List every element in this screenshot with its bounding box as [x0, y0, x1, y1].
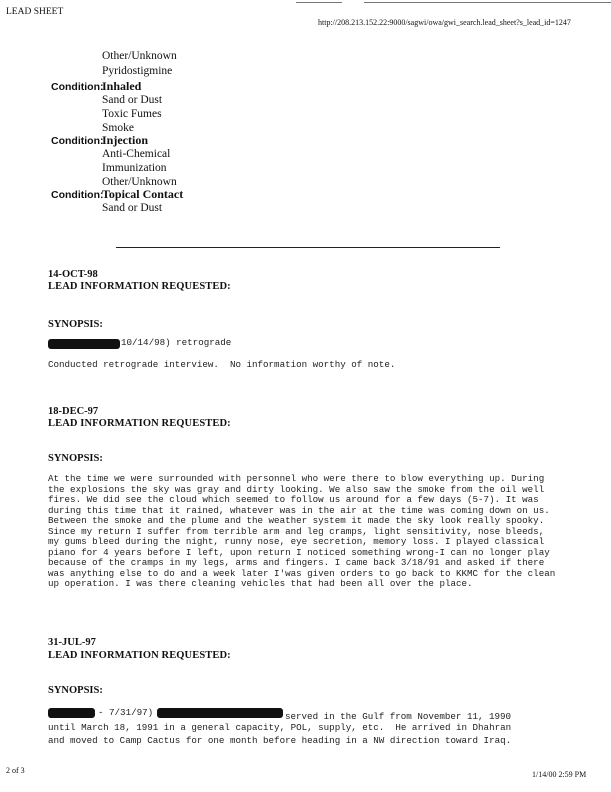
condition-item: Pyridostigmine [102, 65, 173, 77]
entry-date: 31-JUL-97 [48, 637, 96, 648]
page-number: 2 of 3 [6, 766, 25, 775]
top-rule [296, 2, 611, 3]
lead-info-label: LEAD INFORMATION REQUESTED: [48, 650, 231, 661]
redaction-bar [48, 339, 120, 349]
condition-value: Topical Contact [102, 187, 184, 201]
condition-item: Immunization [102, 162, 167, 174]
synopsis-ref-line: served in the Gulf from November 11, 1990 [285, 711, 512, 722]
synopsis-text: Conducted retrograde interview. No information worthy of note. [48, 359, 396, 370]
synopsis-text-line: and moved to Camp Cactus for one month before heading in a NW direction toward Iraq. [48, 735, 512, 746]
condition-label: Condition: [51, 189, 104, 201]
entry-date: 18-DEC-97 [48, 406, 99, 417]
synopsis-label: SYNOPSIS: [48, 453, 103, 464]
redaction-bar [157, 708, 283, 718]
print-timestamp: 1/14/00 2:59 PM [532, 770, 587, 779]
condition-label: Condition: [51, 81, 104, 93]
synopsis-label: SYNOPSIS: [48, 685, 103, 696]
section-divider [116, 247, 500, 248]
page-header-url: http://208.213.152.22:9000/sagwi/owa/gwi_search.lead_sheet?s_lead_id=1247 [318, 18, 571, 27]
page-header-title: LEAD SHEET [6, 7, 64, 17]
redaction-bar [48, 708, 95, 718]
lead-info-label: LEAD INFORMATION REQUESTED: [48, 418, 231, 429]
synopsis-label: SYNOPSIS: [48, 319, 103, 330]
synopsis-text-line: until March 18, 1991 in a general capacity, POL, supply, etc. He arrived in Dhahran [48, 722, 512, 733]
condition-item: Anti-Chemical [102, 148, 171, 160]
entry-date: 14-OCT-98 [48, 269, 98, 280]
condition-item: Smoke [102, 122, 134, 134]
condition-item: Sand or Dust [102, 94, 163, 106]
synopsis-ref-line: 10/14/98) retrograde [121, 337, 232, 348]
synopsis-ref-line: - 7/31/97) [98, 707, 154, 718]
synopsis-text: At the time we were surrounded with personnel who were there to blow everything up. During the explosions the sky was gray and dirty looking. We also saw the smoke from the oil well fires. We did see the cloud which seemed to follow us around for a few days (5-7). It was during this time that it rained, whatever was in the air at the time was coming down on us. Between the smoke and the plume and the weather system it made the sky look really spooky. Since my return I suffer from terrible arm and leg cramps, light sensitivity, nose bleeds, my gums bleed during the night, runny nose, eye secretion, memory loss. I played classical piano for 4 years before I left, upon return I noticed something wrong-I can no longer play because of the cramps in my legs, arms and fingers. I came back 3/18/91 and asked if there was anything else to do and a week later I'was given orders to go back to KKMC for the clean up operation. I was there cleaning vehicles that had been all over the place. [48, 473, 556, 590]
condition-value: Inhaled [102, 79, 142, 93]
condition-item: Other/Unknown [102, 50, 177, 62]
condition-item: Toxic Fumes [102, 108, 162, 120]
condition-label: Condition: [51, 135, 104, 147]
condition-item: Sand or Dust [102, 202, 163, 214]
lead-info-label: LEAD INFORMATION REQUESTED: [48, 281, 231, 292]
condition-value: Injection [102, 133, 148, 147]
condition-item: Other/Unknown [102, 176, 177, 188]
